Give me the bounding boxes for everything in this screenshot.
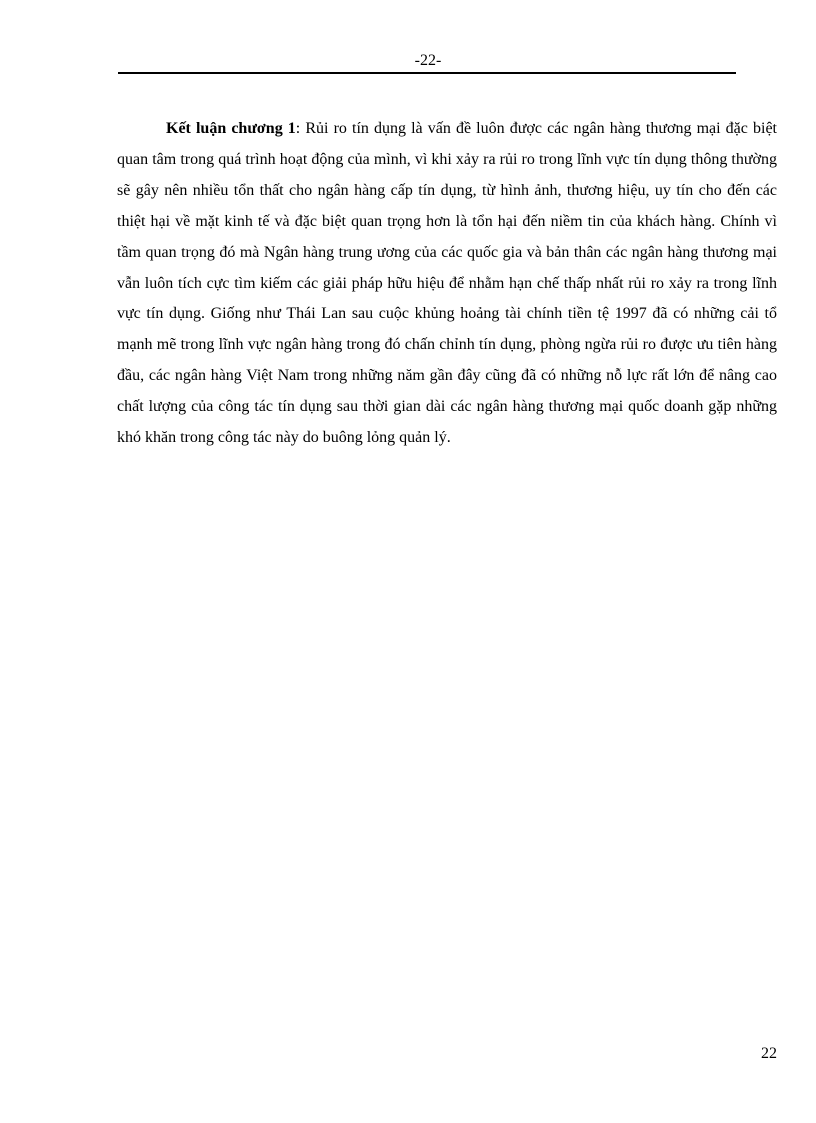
conclusion-text: Rủi ro tín dụng là vấn đề luôn được các ngân hàng thương mại đặc biệt quan tâm trong quá trình hoạt động của mình, vì khi xảy ra rủi ro trong lĩnh vực tín dụng thông thường sẽ gây nên nhiều tổn thất cho ngân hàng cấp tín dụng, từ hình ảnh, thương hiệu, uy tín cho đến các thiệt hại về mặt kinh tế và đặc biệt quan trọng hơn là tổn hại đến niềm tin của khách hàng. Chính vì tầm quan trọng đó mà Ngân hàng trung ương của các quốc gia và bản thân các ngân hàng thương mại vẫn luôn tích cực tìm kiếm các giải pháp hữu hiệu để nhằm hạn chế thấp nhất rủi ro xảy ra trong lĩnh vực tín dụng. Giống như Thái Lan sau cuộc khủng hoảng tài chính tiền tệ 1997 đã có những cải tổ mạnh mẽ trong lĩnh vực ngân hàng trong đó chấn chỉnh tín dụng, phòng ngừa rủi ro được ưu tiên hàng đầu, các ngân hàng Việt Nam trong những năm gần đây cũng đã có những nỗ lực rất lớn để nâng cao chất lượng của công tác tín dụng sau thời gian dài các ngân hàng thương mại quốc doanh gặp những khó khăn trong công tác này do buông lỏng quản lý.: [117, 120, 777, 447]
page-footer-number: 22: [761, 1045, 777, 1062]
page-header-number: -22-: [414, 52, 442, 69]
chapter-conclusion-paragraph: [117, 114, 777, 454]
conclusion-heading: Kết luận chương 1: [166, 120, 296, 137]
conclusion-separator: :: [295, 120, 301, 137]
header-divider: [118, 72, 736, 74]
